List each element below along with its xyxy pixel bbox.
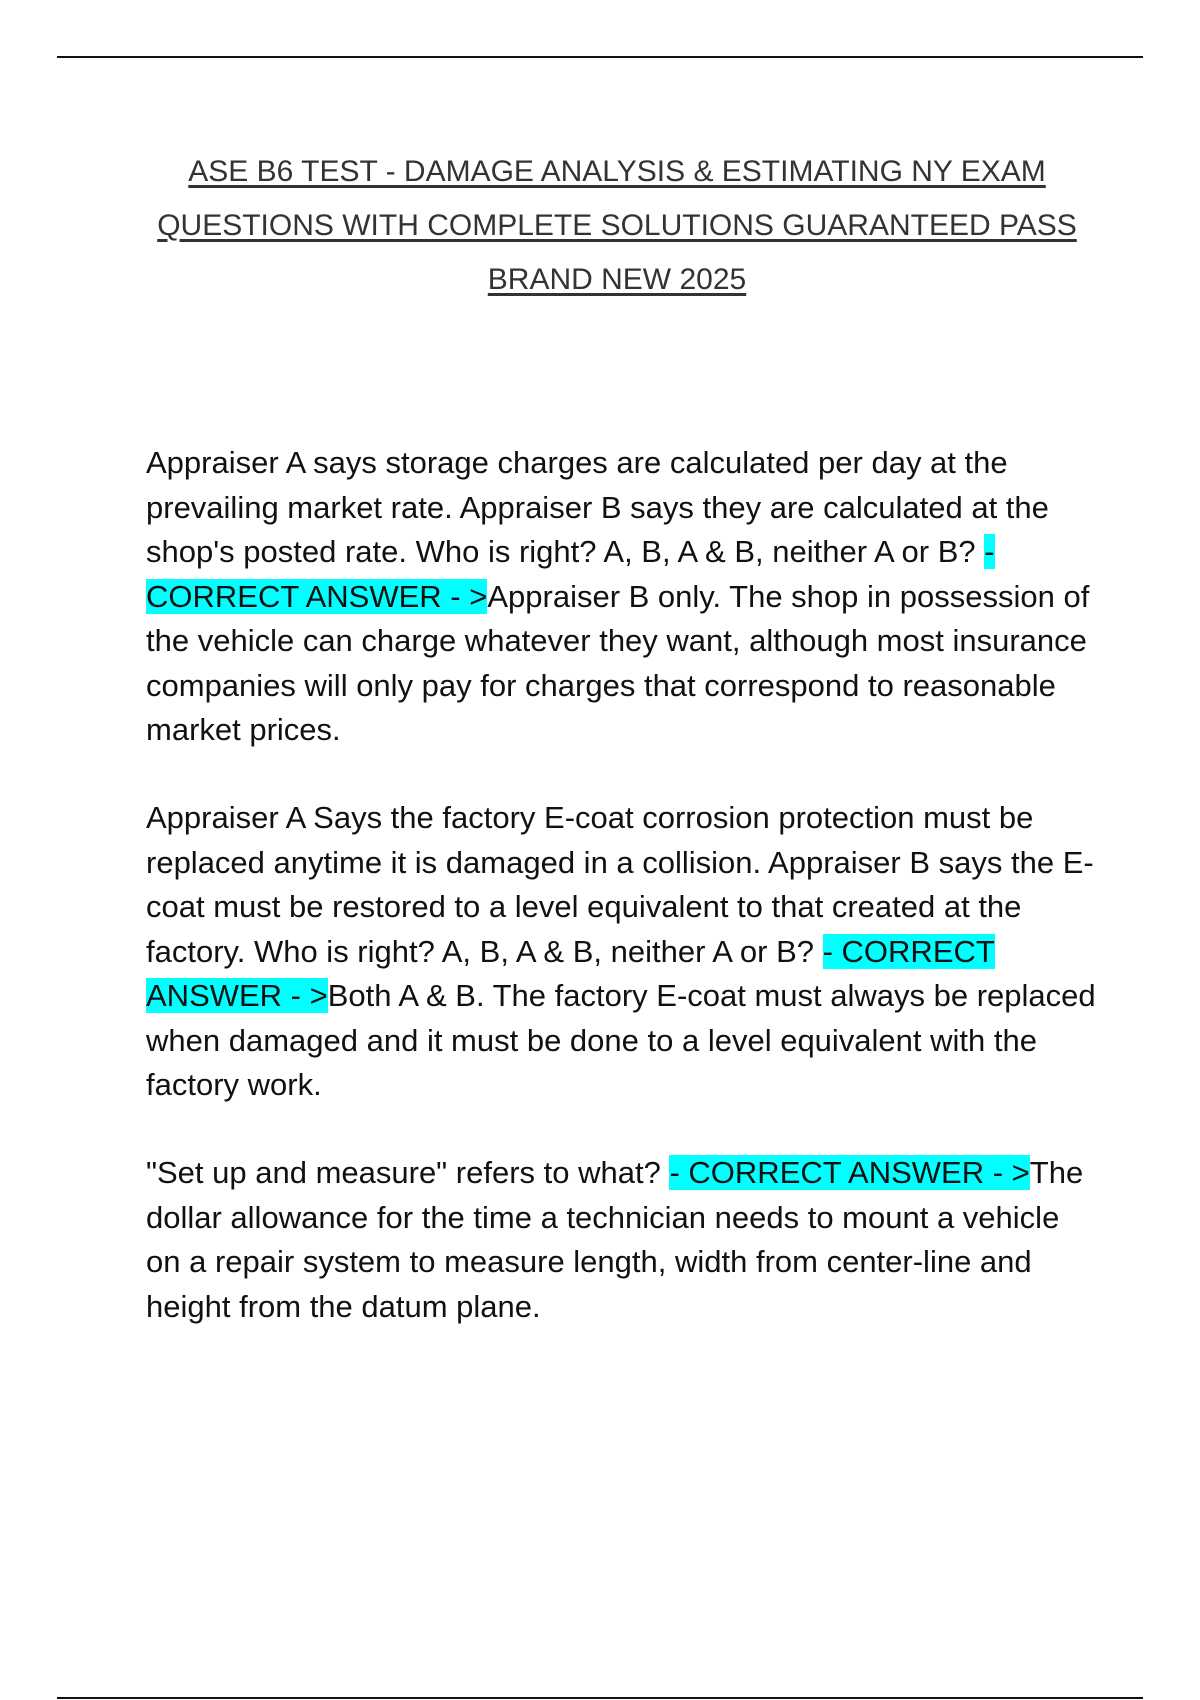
answer-text: Both A & B. The factory E-coat must always be replaced when damaged and it must be done to a level equivalent with the factory work. <box>146 978 1096 1102</box>
qa-item-3 <box>146 1151 1096 1329</box>
correct-answer-marker: - CORRECT ANSWER - > <box>669 1155 1030 1190</box>
bottom-rule <box>57 1697 1143 1699</box>
qa-item-2 <box>146 796 1096 1108</box>
answer-text: The dollar allowance for the time a technician needs to mount a vehicle on a repair system to measure length, width from center-line and height from the datum plane. <box>146 1155 1084 1324</box>
correct-answer-marker: - CORRECT ANSWER - > <box>146 933 995 1013</box>
question-text: Appraiser A Says the factory E-coat corrosion protection must be replaced anytime it is damaged in a collision. Appraiser B says the E-coat must be restored to a level equivalent to that created at the factory. Who is right? A, B, A & B, neither A or B? <box>146 800 1094 969</box>
top-rule <box>57 56 1143 58</box>
question-text: Appraiser A says storage charges are calculated per day at the prevailing market rate. Appraiser B says they are calculated at the shop's posted rate. Who is right? A, B, A & B, neither A or B? <box>146 445 1049 569</box>
answer-text: Appraiser B only. The shop in possession of the vehicle can charge whatever they want, although most insurance companies will only pay for charges that correspond to reasonable market prices. <box>146 578 1090 747</box>
qa-item-1 <box>146 441 1096 753</box>
document-title-text: ASE B6 TEST - DAMAGE ANALYSIS & ESTIMATING NY EXAM QUESTIONS WITH COMPLETE SOLUTIONS GUARANTEED PASS BRAND NEW 2025 <box>157 155 1077 296</box>
correct-answer-marker: - CORRECT ANSWER - > <box>146 534 995 614</box>
document-title <box>120 145 1114 307</box>
question-text: "Set up and measure" refers to what? <box>146 1155 661 1190</box>
